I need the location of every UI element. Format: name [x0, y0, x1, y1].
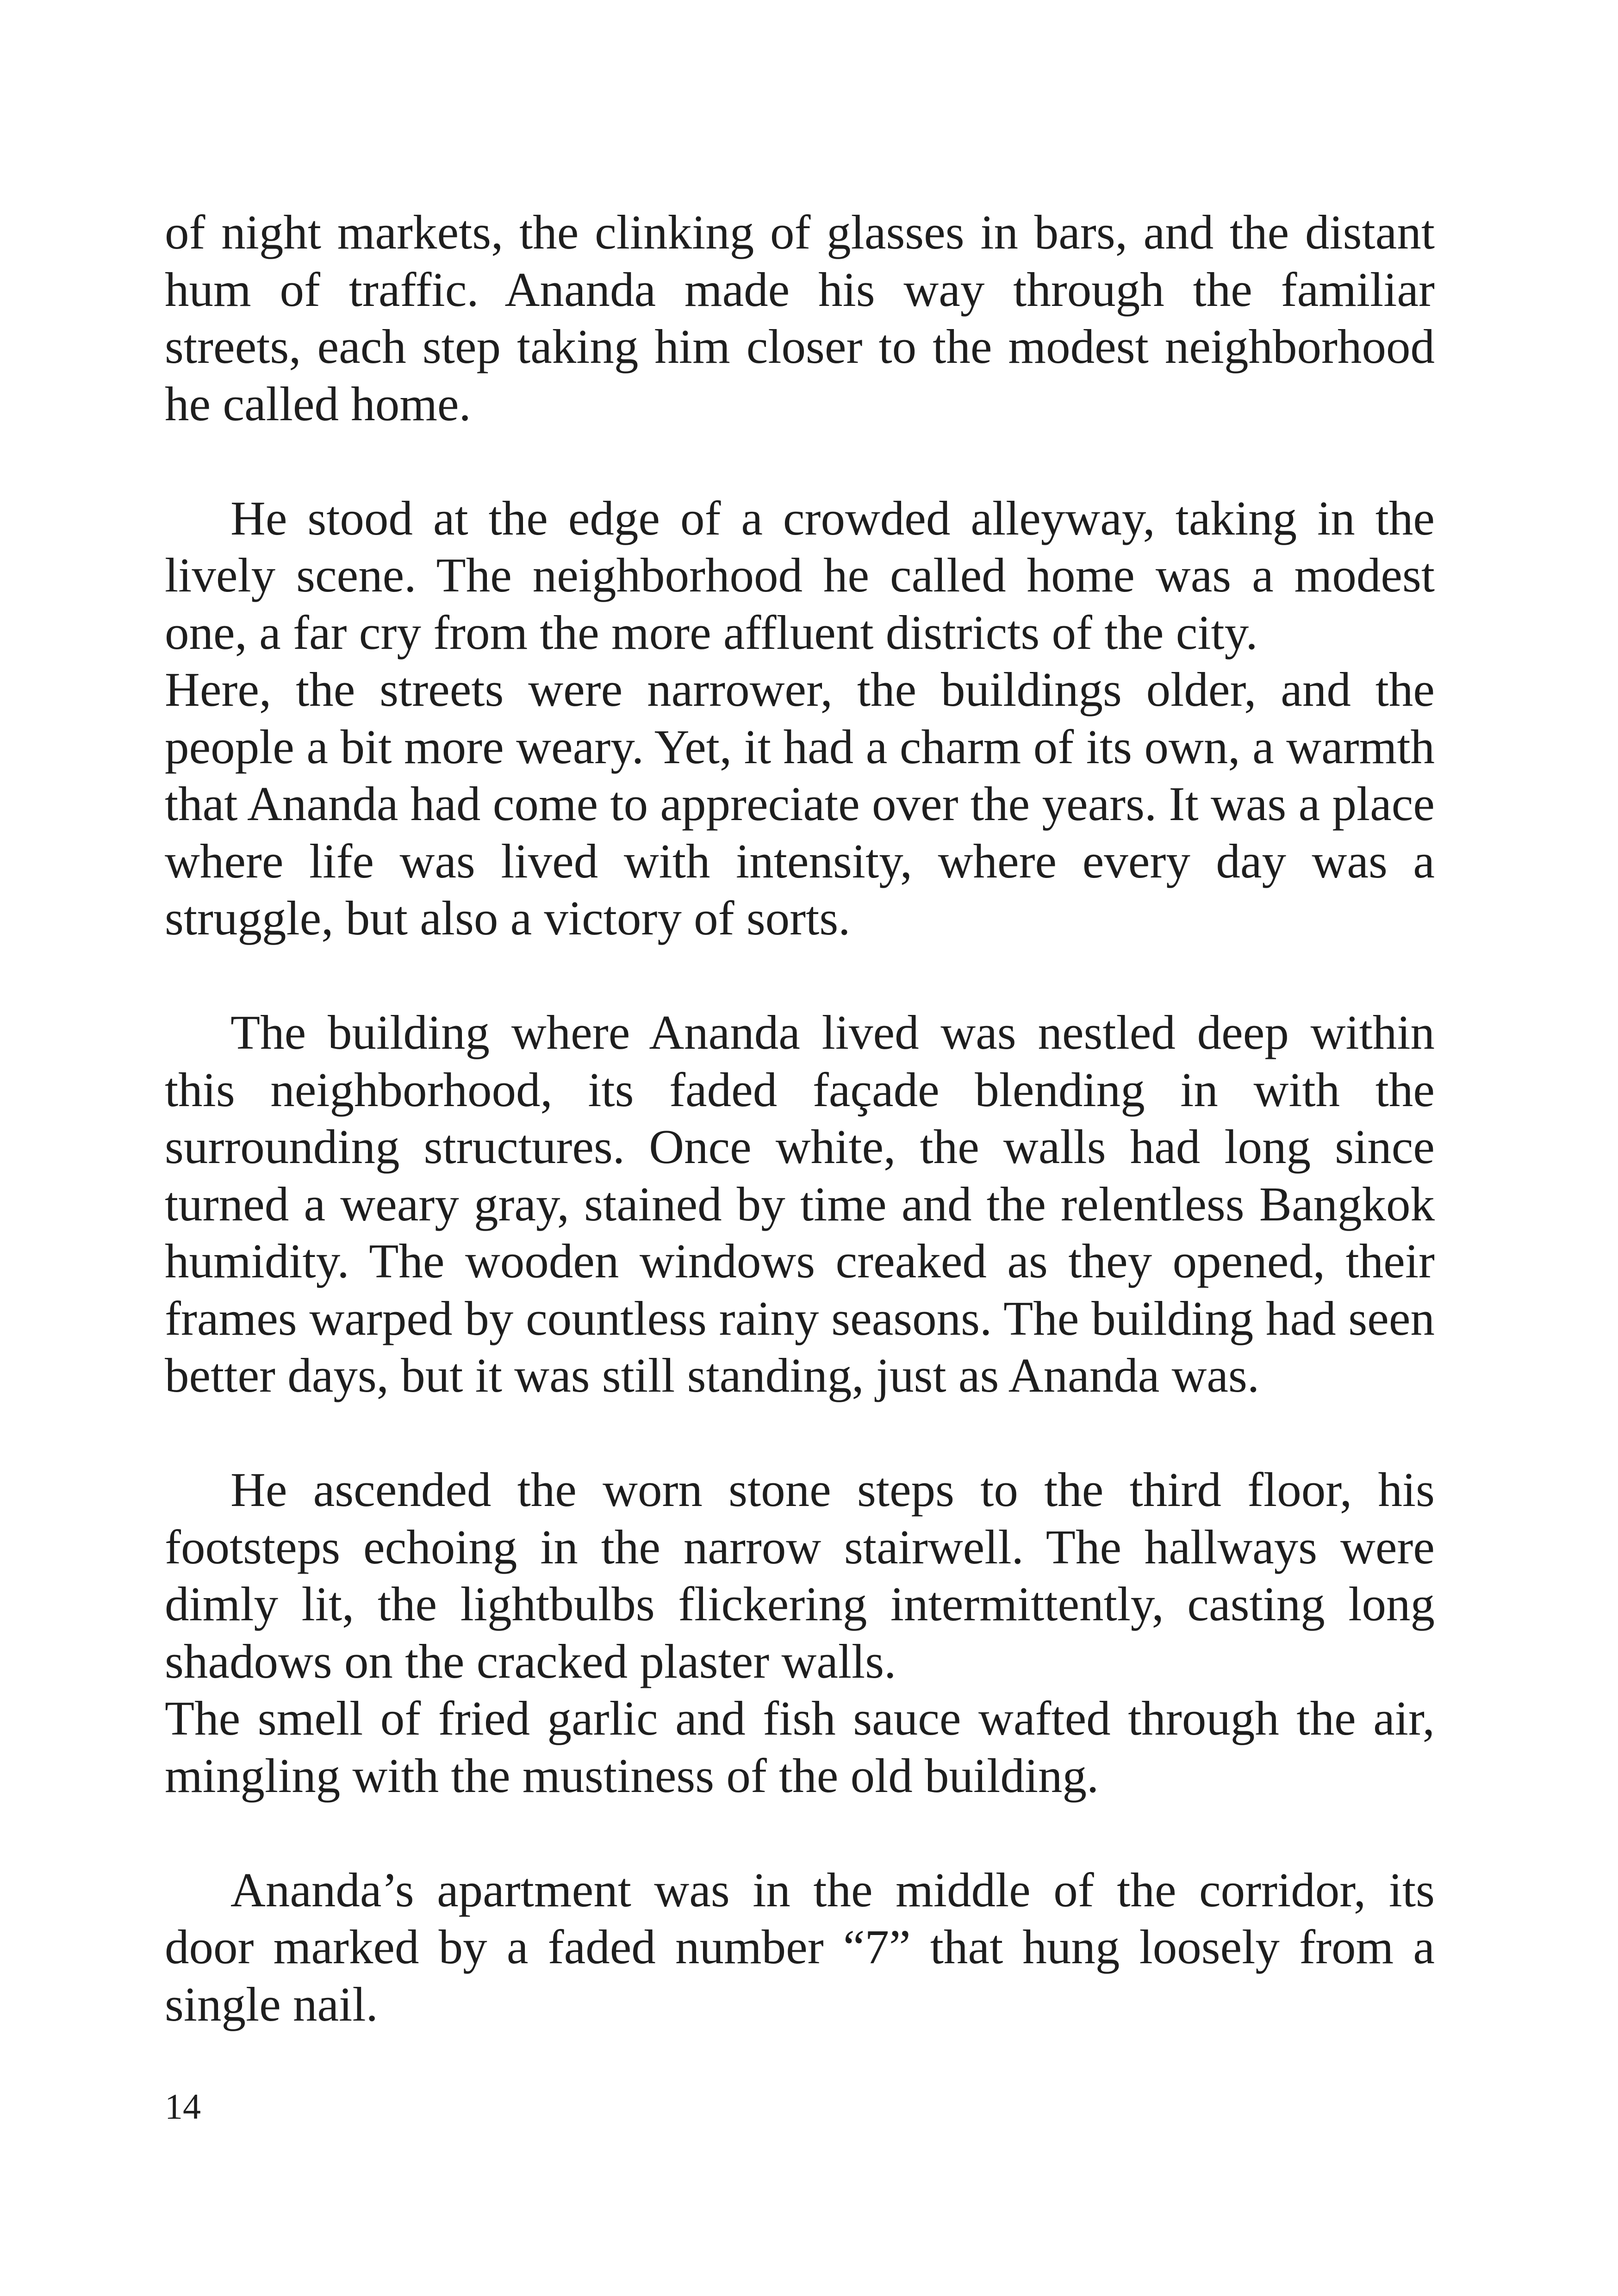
paragraph-apartment: Ananda’s apartment was in the middle of the corridor, its door marked by a faded number “7” that hung loosely from a single nail. [165, 1862, 1435, 2031]
paragraph-streets: Here, the streets were narrower, the buildings older, and the people a bit more weary. Yet, it had a charm of its own, a warmth that Ananda had come to appreciate over the years. It was a place where life was lived with intensity, where every day was a struggle, but also a victory of sorts. [165, 662, 1435, 945]
paragraph-building: The building where Ananda lived was nestled deep within this neighborhood, its faded façade blending in with the surrounding structures. Once white, the walls had long since turned a weary gray, stained by time and the relentless Bangkok humidity. The wooden windows creaked as they opened, their frames warped by countless rainy seasons. The building had seen better days, but it was still standing, just as Ananda was. [165, 1005, 1435, 1402]
paragraph-stairwell: He ascended the worn stone steps to the third floor, his footsteps echoing in the narrow stairwell. The hallways were dimly lit, the lightbulbs flickering intermittently, casting long shadows on the cracked plaster walls. [165, 1462, 1435, 1688]
page-number: 14 [165, 2086, 201, 2127]
paragraph-smell: The smell of fried garlic and fish sauce wafted through the air, mingling with the mustiness of the old building. [165, 1691, 1435, 1803]
paragraph-continuation: of night markets, the clinking of glasses in bars, and the distant hum of traffic. Ananda made his way through the familiar streets, each step taking him closer to the modest neighborhood he called home. [165, 205, 1435, 431]
paragraph-alleyway: He stood at the edge of a crowded alleyway, taking in the lively scene. The neighborhood he called home was a modest one, a far cry from the more affluent districts of the city. [165, 491, 1435, 660]
body-text [165, 204, 1435, 2033]
